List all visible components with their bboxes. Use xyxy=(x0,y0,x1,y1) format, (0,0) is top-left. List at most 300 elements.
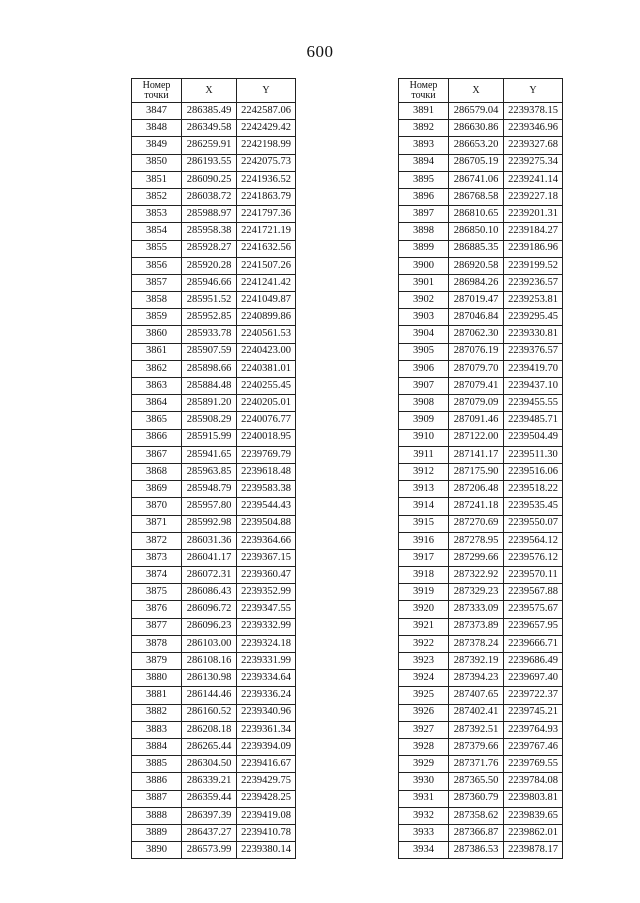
table-row xyxy=(132,773,296,790)
point-number-cell: 3933 xyxy=(399,824,449,841)
coordinates-table-right xyxy=(398,78,563,859)
table-row xyxy=(132,395,296,412)
table-row xyxy=(132,498,296,515)
point-number-cell: 3919 xyxy=(399,584,449,601)
y-cell: 2239745.21 xyxy=(504,704,563,721)
x-cell: 286259.91 xyxy=(182,137,237,154)
point-number-cell: 3892 xyxy=(399,120,449,137)
x-cell: 285958.38 xyxy=(182,223,237,240)
table-row xyxy=(132,446,296,463)
point-number-cell: 3856 xyxy=(132,257,182,274)
table-row xyxy=(399,412,563,429)
point-header-line1: Номер xyxy=(409,79,438,91)
y-cell: 2239516.06 xyxy=(504,463,563,480)
x-cell: 286920.58 xyxy=(449,257,504,274)
point-number-header xyxy=(132,79,182,103)
table-row xyxy=(399,188,563,205)
y-cell: 2239199.52 xyxy=(504,257,563,274)
table-row xyxy=(399,206,563,223)
x-cell: 286885.35 xyxy=(449,240,504,257)
point-number-cell: 3870 xyxy=(132,498,182,515)
point-number-cell: 3881 xyxy=(132,687,182,704)
point-number-cell: 3855 xyxy=(132,240,182,257)
table-row xyxy=(399,429,563,446)
table-row xyxy=(399,326,563,343)
y-cell: 2239862.01 xyxy=(504,824,563,841)
x-cell: 286096.23 xyxy=(182,618,237,635)
y-cell: 2239428.25 xyxy=(237,790,296,807)
y-cell: 2239722.37 xyxy=(504,687,563,704)
x-cell: 287392.51 xyxy=(449,721,504,738)
point-number-cell: 3863 xyxy=(132,378,182,395)
y-cell: 2239618.48 xyxy=(237,463,296,480)
y-cell: 2241721.19 xyxy=(237,223,296,240)
point-number-cell: 3857 xyxy=(132,274,182,291)
point-number-cell: 3877 xyxy=(132,618,182,635)
table-row xyxy=(132,824,296,841)
x-cell: 287046.84 xyxy=(449,309,504,326)
y-cell: 2239697.40 xyxy=(504,670,563,687)
x-cell: 287175.90 xyxy=(449,463,504,480)
y-cell: 2239367.15 xyxy=(237,549,296,566)
point-number-cell: 3866 xyxy=(132,429,182,446)
point-number-cell: 3853 xyxy=(132,206,182,223)
point-number-cell: 3875 xyxy=(132,584,182,601)
x-cell: 286359.44 xyxy=(182,790,237,807)
y-cell: 2242429.42 xyxy=(237,120,296,137)
x-cell: 287394.23 xyxy=(449,670,504,687)
y-cell: 2240018.95 xyxy=(237,429,296,446)
y-cell: 2239567.88 xyxy=(504,584,563,601)
point-number-header xyxy=(399,79,449,103)
x-cell: 285992.98 xyxy=(182,515,237,532)
y-cell: 2239764.93 xyxy=(504,721,563,738)
table-row xyxy=(132,429,296,446)
y-cell: 2239784.08 xyxy=(504,773,563,790)
point-number-cell: 3847 xyxy=(132,103,182,120)
point-number-cell: 3918 xyxy=(399,567,449,584)
table-row xyxy=(132,360,296,377)
point-number-cell: 3928 xyxy=(399,738,449,755)
x-cell: 286041.17 xyxy=(182,549,237,566)
table-row xyxy=(399,567,563,584)
point-number-cell: 3895 xyxy=(399,171,449,188)
y-cell: 2239334.64 xyxy=(237,670,296,687)
point-number-cell: 3885 xyxy=(132,756,182,773)
y-cell: 2239535.45 xyxy=(504,498,563,515)
x-cell: 285884.48 xyxy=(182,378,237,395)
table-row xyxy=(399,601,563,618)
x-cell: 287019.47 xyxy=(449,292,504,309)
table-row xyxy=(399,721,563,738)
point-number-cell: 3917 xyxy=(399,549,449,566)
table-row xyxy=(132,721,296,738)
x-cell: 287278.95 xyxy=(449,532,504,549)
x-cell: 287379.66 xyxy=(449,738,504,755)
point-number-cell: 3911 xyxy=(399,446,449,463)
y-cell: 2240561.53 xyxy=(237,326,296,343)
point-number-cell: 3921 xyxy=(399,618,449,635)
y-cell: 2239686.49 xyxy=(504,653,563,670)
y-cell: 2239550.07 xyxy=(504,515,563,532)
y-cell: 2241049.87 xyxy=(237,292,296,309)
page-number: 600 xyxy=(306,42,334,61)
point-number-cell: 3896 xyxy=(399,188,449,205)
table-row xyxy=(132,412,296,429)
x-cell: 285908.29 xyxy=(182,412,237,429)
x-cell: 286705.19 xyxy=(449,154,504,171)
point-number-cell: 3910 xyxy=(399,429,449,446)
x-cell: 286810.65 xyxy=(449,206,504,223)
point-number-cell: 3931 xyxy=(399,790,449,807)
x-cell: 287366.87 xyxy=(449,824,504,841)
point-number-cell: 3871 xyxy=(132,515,182,532)
y-cell: 2239666.71 xyxy=(504,635,563,652)
y-cell: 2239241.14 xyxy=(504,171,563,188)
table-row xyxy=(399,171,563,188)
y-cell: 2239839.65 xyxy=(504,807,563,824)
point-number-cell: 3864 xyxy=(132,395,182,412)
point-number-cell: 3850 xyxy=(132,154,182,171)
y-cell: 2239419.08 xyxy=(237,807,296,824)
table-row xyxy=(399,756,563,773)
y-header: Y xyxy=(504,79,563,103)
point-number-cell: 3901 xyxy=(399,274,449,291)
x-cell: 286385.49 xyxy=(182,103,237,120)
y-cell: 2239378.15 xyxy=(504,103,563,120)
y-cell: 2239504.49 xyxy=(504,429,563,446)
y-cell: 2240423.00 xyxy=(237,343,296,360)
y-cell: 2242075.73 xyxy=(237,154,296,171)
y-cell: 2239576.12 xyxy=(504,549,563,566)
x-cell: 285891.20 xyxy=(182,395,237,412)
table-row xyxy=(399,790,563,807)
y-cell: 2241632.56 xyxy=(237,240,296,257)
y-cell: 2239878.17 xyxy=(504,842,563,859)
x-cell: 287392.19 xyxy=(449,653,504,670)
point-number-cell: 3874 xyxy=(132,567,182,584)
table-row xyxy=(132,481,296,498)
point-number-cell: 3923 xyxy=(399,653,449,670)
y-cell: 2239803.81 xyxy=(504,790,563,807)
point-number-cell: 3904 xyxy=(399,326,449,343)
x-cell: 285951.52 xyxy=(182,292,237,309)
x-cell: 285988.97 xyxy=(182,206,237,223)
table-row xyxy=(132,618,296,635)
x-cell: 285933.78 xyxy=(182,326,237,343)
x-cell: 287371.76 xyxy=(449,756,504,773)
y-cell: 2239518.22 xyxy=(504,481,563,498)
point-number-cell: 3883 xyxy=(132,721,182,738)
table-row xyxy=(399,773,563,790)
point-header-line1: Номер xyxy=(142,79,171,91)
y-header: Y xyxy=(237,79,296,103)
y-cell: 2239327.68 xyxy=(504,137,563,154)
point-number-cell: 3854 xyxy=(132,223,182,240)
point-number-cell: 3922 xyxy=(399,635,449,652)
y-cell: 2239332.99 xyxy=(237,618,296,635)
y-cell: 2239340.96 xyxy=(237,704,296,721)
y-cell: 2239347.55 xyxy=(237,601,296,618)
point-header-line2: точки xyxy=(411,89,436,101)
x-cell: 286579.04 xyxy=(449,103,504,120)
point-number-cell: 3891 xyxy=(399,103,449,120)
table-row xyxy=(132,515,296,532)
table-row xyxy=(132,292,296,309)
x-cell: 286160.52 xyxy=(182,704,237,721)
x-cell: 286349.58 xyxy=(182,120,237,137)
point-number-cell: 3909 xyxy=(399,412,449,429)
point-header-line2: точки xyxy=(144,89,169,101)
point-number-cell: 3867 xyxy=(132,446,182,463)
x-cell: 286090.25 xyxy=(182,171,237,188)
table-body-right xyxy=(399,103,563,859)
y-cell: 2241936.52 xyxy=(237,171,296,188)
table-row xyxy=(399,635,563,652)
point-number-cell: 3890 xyxy=(132,842,182,859)
point-number-cell: 3893 xyxy=(399,137,449,154)
y-cell: 2239767.46 xyxy=(504,738,563,755)
table-row xyxy=(132,188,296,205)
y-cell: 2242587.06 xyxy=(237,103,296,120)
y-cell: 2239184.27 xyxy=(504,223,563,240)
point-number-cell: 3915 xyxy=(399,515,449,532)
x-cell: 287373.89 xyxy=(449,618,504,635)
table-row xyxy=(132,549,296,566)
x-cell: 287360.79 xyxy=(449,790,504,807)
x-cell: 287076.19 xyxy=(449,343,504,360)
x-cell: 286031.36 xyxy=(182,532,237,549)
x-cell: 287091.46 xyxy=(449,412,504,429)
x-cell: 285915.99 xyxy=(182,429,237,446)
y-cell: 2240899.86 xyxy=(237,309,296,326)
table-row xyxy=(132,154,296,171)
x-cell: 287062.30 xyxy=(449,326,504,343)
table-row xyxy=(132,274,296,291)
point-number-cell: 3886 xyxy=(132,773,182,790)
point-number-cell: 3868 xyxy=(132,463,182,480)
y-cell: 2239575.67 xyxy=(504,601,563,618)
y-cell: 2241507.26 xyxy=(237,257,296,274)
coordinates-table-left xyxy=(131,78,296,859)
table-row xyxy=(132,567,296,584)
table-row xyxy=(132,120,296,137)
y-cell: 2239331.99 xyxy=(237,653,296,670)
y-cell: 2239336.24 xyxy=(237,687,296,704)
table-row xyxy=(399,137,563,154)
x-cell: 285963.85 xyxy=(182,463,237,480)
y-cell: 2239275.34 xyxy=(504,154,563,171)
x-cell: 285920.28 xyxy=(182,257,237,274)
point-number-cell: 3889 xyxy=(132,824,182,841)
x-cell: 287386.53 xyxy=(449,842,504,859)
point-number-cell: 3906 xyxy=(399,360,449,377)
x-cell: 287407.65 xyxy=(449,687,504,704)
table-row xyxy=(132,309,296,326)
table-row xyxy=(132,223,296,240)
table-row xyxy=(399,463,563,480)
y-cell: 2239361.34 xyxy=(237,721,296,738)
point-number-cell: 3926 xyxy=(399,704,449,721)
y-cell: 2239201.31 xyxy=(504,206,563,223)
y-cell: 2239485.71 xyxy=(504,412,563,429)
table-row xyxy=(132,756,296,773)
table-row xyxy=(132,653,296,670)
x-cell: 287079.09 xyxy=(449,395,504,412)
table-row xyxy=(399,532,563,549)
point-number-cell: 3888 xyxy=(132,807,182,824)
x-header: X xyxy=(182,79,237,103)
table-row xyxy=(399,446,563,463)
table-row xyxy=(399,154,563,171)
point-number-cell: 3849 xyxy=(132,137,182,154)
y-cell: 2239437.10 xyxy=(504,378,563,395)
x-cell: 286072.31 xyxy=(182,567,237,584)
point-number-cell: 3912 xyxy=(399,463,449,480)
point-number-cell: 3887 xyxy=(132,790,182,807)
point-number-cell: 3927 xyxy=(399,721,449,738)
table-row xyxy=(399,309,563,326)
x-cell: 286573.99 xyxy=(182,842,237,859)
x-cell: 286437.27 xyxy=(182,824,237,841)
table-row xyxy=(132,584,296,601)
y-cell: 2239364.66 xyxy=(237,532,296,549)
table-row xyxy=(399,687,563,704)
y-cell: 2241797.36 xyxy=(237,206,296,223)
y-cell: 2239769.55 xyxy=(504,756,563,773)
table-row xyxy=(399,842,563,859)
x-cell: 285957.80 xyxy=(182,498,237,515)
point-number-cell: 3930 xyxy=(399,773,449,790)
point-number-cell: 3898 xyxy=(399,223,449,240)
table-row xyxy=(399,274,563,291)
x-cell: 287402.41 xyxy=(449,704,504,721)
y-cell: 2239380.14 xyxy=(237,842,296,859)
point-number-cell: 3884 xyxy=(132,738,182,755)
point-number-cell: 3932 xyxy=(399,807,449,824)
x-cell: 287358.62 xyxy=(449,807,504,824)
table-row xyxy=(132,257,296,274)
table-row xyxy=(132,206,296,223)
table-row xyxy=(132,463,296,480)
table-row xyxy=(399,360,563,377)
x-cell: 285898.66 xyxy=(182,360,237,377)
x-cell: 287333.09 xyxy=(449,601,504,618)
y-cell: 2240076.77 xyxy=(237,412,296,429)
table-row xyxy=(132,601,296,618)
table-row xyxy=(132,635,296,652)
table-row xyxy=(132,240,296,257)
table-row xyxy=(399,618,563,635)
y-cell: 2239360.47 xyxy=(237,567,296,584)
x-cell: 285907.59 xyxy=(182,343,237,360)
point-number-cell: 3907 xyxy=(399,378,449,395)
table-header-row xyxy=(132,79,296,103)
table-row xyxy=(132,807,296,824)
table-row xyxy=(399,498,563,515)
table-row xyxy=(132,103,296,120)
x-cell: 286096.72 xyxy=(182,601,237,618)
point-number-cell: 3865 xyxy=(132,412,182,429)
table-row xyxy=(132,670,296,687)
point-number-cell: 3878 xyxy=(132,635,182,652)
y-cell: 2239544.43 xyxy=(237,498,296,515)
table-row xyxy=(399,120,563,137)
y-cell: 2239769.79 xyxy=(237,446,296,463)
y-cell: 2239429.75 xyxy=(237,773,296,790)
table-row xyxy=(399,807,563,824)
x-cell: 286339.21 xyxy=(182,773,237,790)
x-cell: 285928.27 xyxy=(182,240,237,257)
y-cell: 2239236.57 xyxy=(504,274,563,291)
x-cell: 286630.86 xyxy=(449,120,504,137)
point-number-cell: 3929 xyxy=(399,756,449,773)
x-cell: 286086.43 xyxy=(182,584,237,601)
table-row xyxy=(132,532,296,549)
y-cell: 2239295.45 xyxy=(504,309,563,326)
y-cell: 2239253.81 xyxy=(504,292,563,309)
x-cell: 285946.66 xyxy=(182,274,237,291)
point-number-cell: 3903 xyxy=(399,309,449,326)
point-number-cell: 3900 xyxy=(399,257,449,274)
y-cell: 2239330.81 xyxy=(504,326,563,343)
x-cell: 286144.46 xyxy=(182,687,237,704)
table-row xyxy=(399,824,563,841)
table-row xyxy=(132,704,296,721)
point-number-cell: 3848 xyxy=(132,120,182,137)
y-cell: 2239394.09 xyxy=(237,738,296,755)
y-cell: 2239511.30 xyxy=(504,446,563,463)
y-cell: 2241863.79 xyxy=(237,188,296,205)
table-row xyxy=(399,223,563,240)
x-cell: 286208.18 xyxy=(182,721,237,738)
x-cell: 286397.39 xyxy=(182,807,237,824)
point-number-cell: 3876 xyxy=(132,601,182,618)
x-cell: 287141.17 xyxy=(449,446,504,463)
x-cell: 285941.65 xyxy=(182,446,237,463)
x-cell: 286038.72 xyxy=(182,188,237,205)
y-cell: 2239570.11 xyxy=(504,567,563,584)
x-cell: 286768.58 xyxy=(449,188,504,205)
table-row xyxy=(132,343,296,360)
y-cell: 2239657.95 xyxy=(504,618,563,635)
point-number-cell: 3861 xyxy=(132,343,182,360)
y-cell: 2239352.99 xyxy=(237,584,296,601)
y-cell: 2239564.12 xyxy=(504,532,563,549)
table-row xyxy=(132,738,296,755)
point-number-cell: 3851 xyxy=(132,171,182,188)
x-cell: 286984.26 xyxy=(449,274,504,291)
x-cell: 286103.00 xyxy=(182,635,237,652)
y-cell: 2239324.18 xyxy=(237,635,296,652)
y-cell: 2239376.57 xyxy=(504,343,563,360)
table-row xyxy=(399,257,563,274)
point-number-cell: 3920 xyxy=(399,601,449,618)
x-cell: 286265.44 xyxy=(182,738,237,755)
y-cell: 2242198.99 xyxy=(237,137,296,154)
table-row xyxy=(132,137,296,154)
y-cell: 2239416.67 xyxy=(237,756,296,773)
x-cell: 287241.18 xyxy=(449,498,504,515)
table-row xyxy=(399,378,563,395)
table-row xyxy=(132,378,296,395)
point-number-cell: 3916 xyxy=(399,532,449,549)
point-number-cell: 3908 xyxy=(399,395,449,412)
table-header-row xyxy=(399,79,563,103)
x-cell: 287365.50 xyxy=(449,773,504,790)
x-cell: 287329.23 xyxy=(449,584,504,601)
point-number-cell: 3879 xyxy=(132,653,182,670)
